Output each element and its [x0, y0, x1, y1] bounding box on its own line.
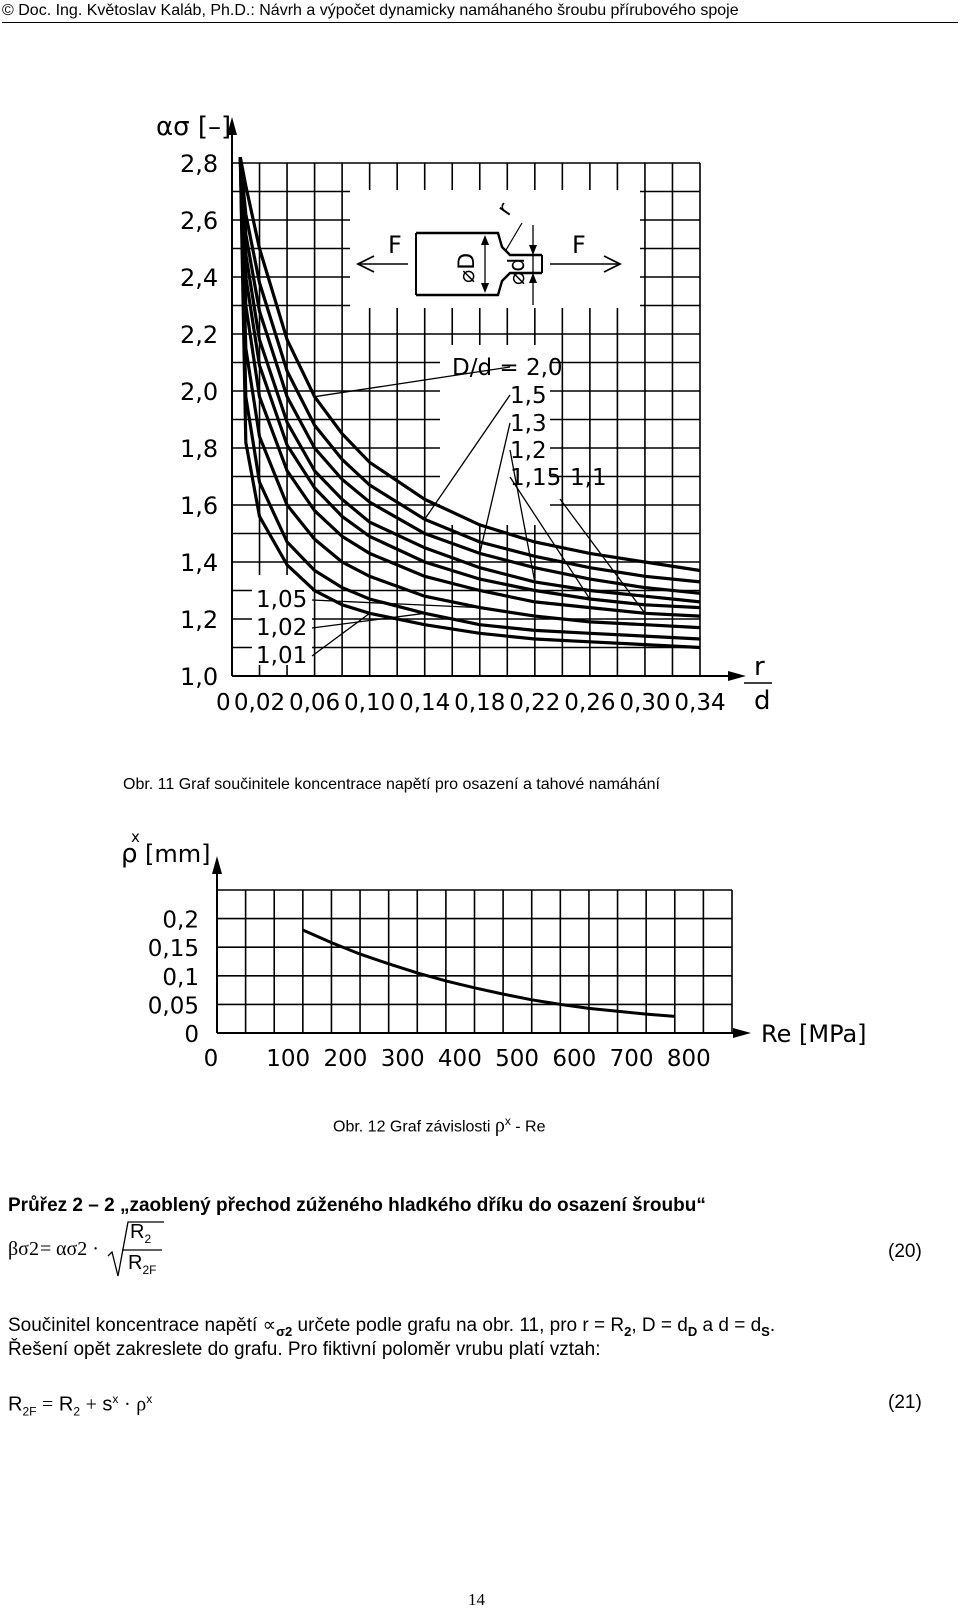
y-axis-label: ασ [–] [156, 112, 232, 142]
y-tick-label: 2,0 [180, 378, 219, 406]
force-label-right: F [572, 231, 586, 259]
rho-curve [303, 930, 675, 1016]
x-tick-label: 0,34 [674, 690, 726, 716]
x-tick-label: 500 [495, 1046, 540, 1072]
y-tick-label: 0,05 [147, 993, 199, 1020]
y-tick-label: 2,6 [180, 207, 219, 235]
x-tick-label: 0,22 [509, 690, 561, 716]
equation-20-number: (20) [888, 1241, 922, 1262]
paragraph-line-2: Řešení opět zakreslete do grafu. Pro fiktivní poloměr vrubu platí vztah: [8, 1339, 601, 1360]
figure11-caption: Obr. 11 Graf součinitele koncentrace napětí pro osazení a tahové namáhání [123, 776, 660, 793]
x-tick-label: 0 [216, 690, 231, 716]
curve-label: 1,1 [570, 465, 607, 491]
page-header: © Doc. Ing. Květoslav Kaláb, Ph.D.: Návrh a výpočet dynamicky namáhaného šroubu přírubového spoje [2, 0, 958, 23]
curve-label: 1,5 [510, 383, 547, 409]
diameter-d-label: ⌀d [505, 257, 530, 285]
x-axis-arrow-icon [728, 671, 746, 681]
curve-label: D/d = 2,0 [452, 355, 563, 381]
x-tick-label: 400 [437, 1046, 482, 1072]
x-tick-label: 200 [323, 1046, 368, 1072]
x-tick-label: 700 [609, 1046, 654, 1072]
x-tick-label: 0,26 [564, 690, 616, 716]
x-tick-label: 0,06 [288, 690, 341, 716]
y-tick-label: 2,8 [180, 150, 219, 178]
curve-label: 1,2 [510, 438, 547, 464]
y-tick-label: 0 [184, 1022, 199, 1048]
equation-21-number: (21) [888, 1392, 922, 1413]
x-tick-label: 0,02 [233, 690, 286, 716]
equation-21: $R_{2F} = R_2 + s^x \cdot \rho^x$ [8, 1392, 153, 1419]
y-tick-label: 0,2 [162, 907, 199, 934]
x-axis-label: Re [MPa] [761, 1020, 867, 1048]
x-tick-label: 100 [266, 1046, 311, 1072]
rho-re-chart [115, 828, 867, 1080]
paragraph-line-1: Součinitel koncentrace napětí $\propto_{\sigma 2}$ určete podle grafu na obr. 11, pro $r = R_2$, $D = d_D$ a $d = d_S$. [8, 1315, 776, 1339]
x-tick-label: 600 [552, 1046, 597, 1072]
page-number: 14 [468, 1590, 485, 1609]
x-tick-label: 0,30 [619, 690, 671, 716]
y-tick-label: 0,1 [162, 964, 199, 991]
y-tick-label: 1,4 [180, 549, 219, 577]
section-title: Průřez 2 – 2 „zaoblený přechod zúženého hladkého dříku do osazení šroubu“ [8, 1195, 706, 1216]
equation-20: βσ2 = ασ2 · $R_2$ $R_{2F}$ [8, 1220, 208, 1280]
x-tick-label: 0,10 [344, 690, 396, 716]
stress-concentration-chart [140, 105, 800, 735]
y-axis-arrow-icon [212, 856, 222, 874]
force-label-left: F [388, 231, 402, 259]
y-tick-label: 1,6 [180, 492, 219, 520]
curve-label: 1,15 [510, 465, 562, 491]
y-tick-label: 1,8 [180, 435, 219, 463]
curve-label: 1,05 [256, 587, 308, 613]
x-axis-arrow-icon [733, 1028, 751, 1038]
y-tick-label: 1,2 [180, 606, 219, 634]
x-axis-label-bottom: d [754, 686, 771, 716]
y-tick-label: 0,15 [147, 936, 199, 963]
diameter-D-label: ⌀D [455, 252, 480, 283]
figure12-caption: Obr. 12 Graf závislosti $\rho^x$ - Re [333, 1114, 546, 1137]
x-tick-label: 0 [203, 1046, 219, 1072]
radius-label: r [492, 198, 519, 221]
x-tick-label: 0,18 [454, 690, 506, 716]
y-axis-label-unit: [mm] [145, 840, 211, 868]
x-tick-label: 0,14 [399, 690, 451, 716]
curve-label: 1,01 [256, 643, 308, 669]
curve-label: 1,3 [510, 411, 547, 437]
y-axis-label-superscript: x [131, 828, 140, 846]
y-tick-label: 1,0 [180, 663, 219, 691]
x-axis-label-top: r [754, 652, 765, 682]
y-axis-label: ρ [121, 839, 138, 869]
y-tick-label: 2,2 [180, 321, 219, 349]
curve-label: 1,02 [256, 615, 308, 641]
x-tick-label: 800 [666, 1046, 711, 1072]
x-tick-label: 300 [380, 1046, 425, 1072]
y-tick-label: 2,4 [180, 264, 219, 292]
